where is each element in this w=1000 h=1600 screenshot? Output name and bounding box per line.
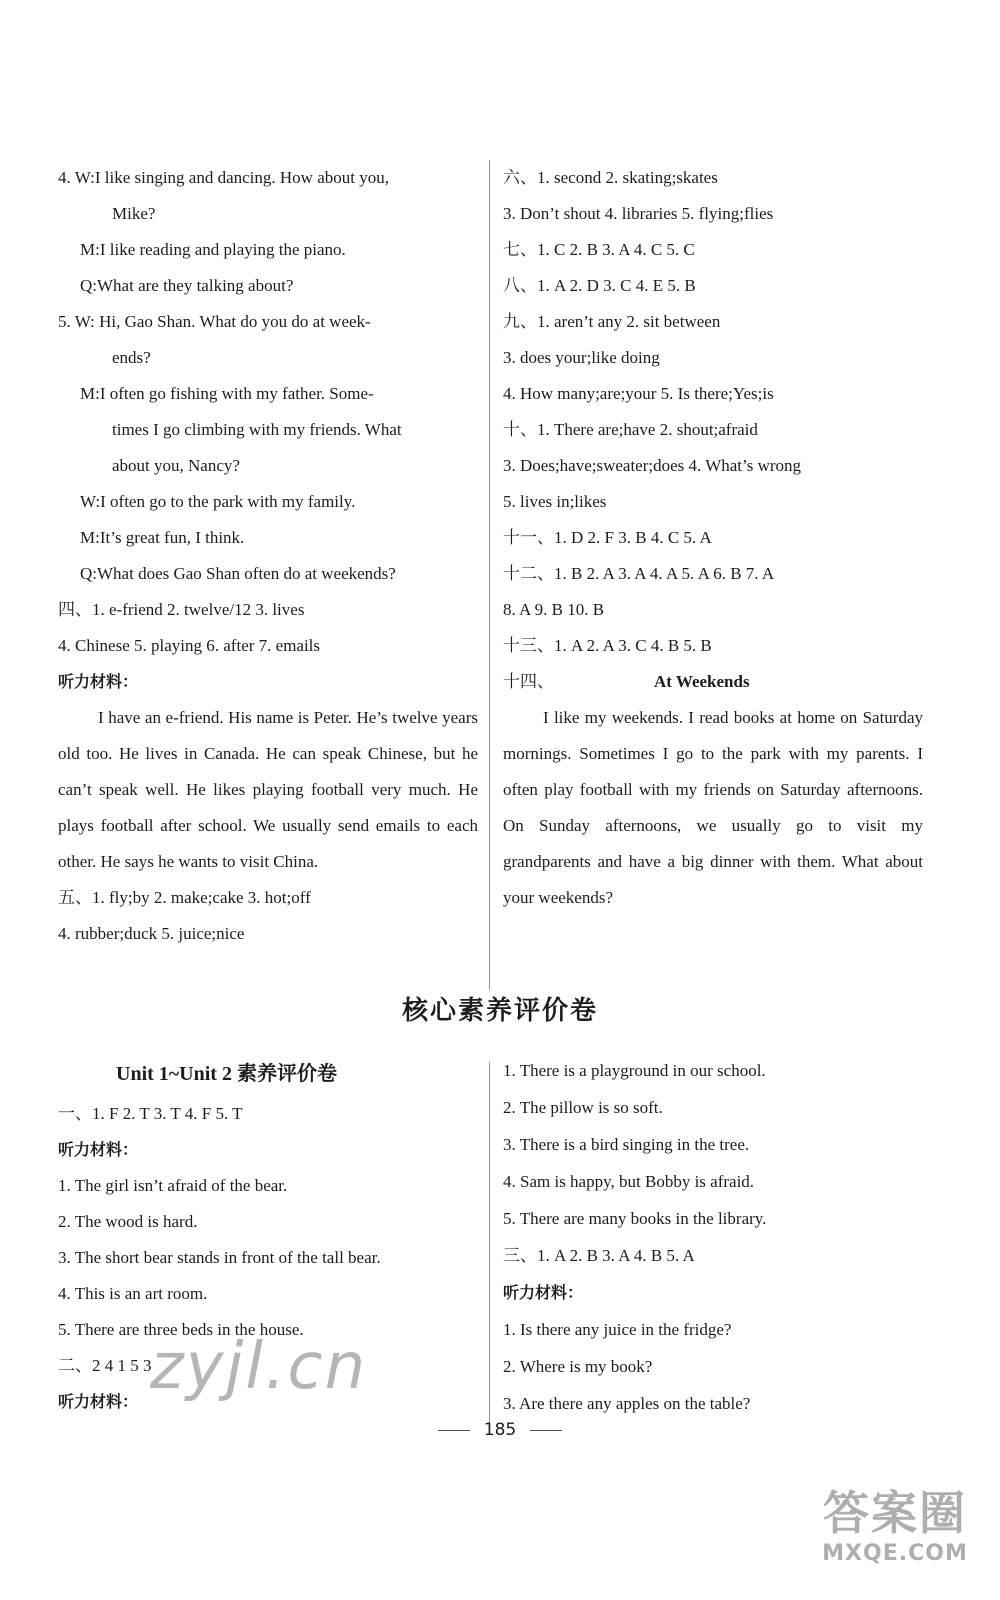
column-divider xyxy=(489,160,490,990)
answer-line: 4. rubber;duck 5. juice;nice xyxy=(58,924,245,943)
text-line: M:I often go fishing with my father. Some- xyxy=(80,384,374,403)
watermark-brand: 答案圈 xyxy=(823,1486,967,1540)
text-line: about you, Nancy? xyxy=(112,456,240,475)
answer-line: 5. lives in;likes xyxy=(503,492,607,511)
text-line: W:I often go to the park with my family. xyxy=(80,492,356,511)
text-line: 2. The pillow is so soft. xyxy=(503,1098,663,1117)
answer-line: 十二、1. B 2. A 3. A 4. A 5. A 6. B 7. A xyxy=(503,564,775,583)
text-line: Mike? xyxy=(112,204,156,223)
answer-line: 三、1. A 2. B 3. A 4. B 5. A xyxy=(503,1246,695,1265)
answer-line: 十、1. There are;have 2. shout;afraid xyxy=(503,420,758,439)
answer-line: 4. How many;are;your 5. Is there;Yes;is xyxy=(503,384,774,403)
essay-title: At Weekends xyxy=(654,672,750,691)
listening-paragraph: I have an e-friend. His name is Peter. He’s twelve years old too. He lives in Canada. He can speak Chinese, but he can’t speak well. He likes playing football very much. He plays football after school. We usually send emails to each other. He says he wants to visit China. xyxy=(58,708,478,871)
text-line: ends? xyxy=(112,348,151,367)
text-line: 5. There are many books in the library. xyxy=(503,1209,767,1228)
footer-dash-left xyxy=(438,1430,470,1431)
text-line: 4. Sam is happy, but Bobby is afraid. xyxy=(503,1172,755,1191)
listening-material-heading: 听力材料： xyxy=(58,672,139,691)
answer-line: 3. Does;have;sweater;does 4. What’s wrong xyxy=(503,456,802,475)
watermark-logo xyxy=(810,1485,980,1595)
page-number: 185 xyxy=(483,1420,517,1440)
column-divider xyxy=(489,1062,490,1432)
answer-line: 3. does your;like doing xyxy=(503,348,660,367)
unit-title: Unit 1~Unit 2 素养评价卷 xyxy=(116,1063,337,1085)
answer-line: 七、1. C 2. B 3. A 4. C 5. C xyxy=(503,240,695,259)
footer-dash-right xyxy=(530,1430,562,1431)
listening-material-heading: 听力材料： xyxy=(58,1392,139,1411)
answer-line: 二、2 4 1 5 3 xyxy=(58,1356,152,1375)
section-title: 核心素养评价卷 xyxy=(401,996,598,1026)
text-line: Q:What does Gao Shan often do at weekends? xyxy=(80,564,396,583)
answer-line: 十三、1. A 2. A 3. C 4. B 5. B xyxy=(503,636,712,655)
listening-material-heading: 听力材料： xyxy=(503,1283,584,1302)
answer-column-right-bottom xyxy=(503,1052,923,1422)
text-line: 3. Are there any apples on the table? xyxy=(503,1394,751,1413)
text-line: 1. Is there any juice in the fridge? xyxy=(503,1320,732,1339)
text-line: M:It’s great fun, I think. xyxy=(80,528,245,547)
text-line: 3. The short bear stands in front of the tall bear. xyxy=(58,1248,381,1267)
listening-material-heading: 听力材料： xyxy=(58,1140,139,1159)
answer-line: 五、1. fly;by 2. make;cake 3. hot;off xyxy=(58,888,311,907)
text-line: Q:What are they talking about? xyxy=(80,276,294,295)
answer-column-right-top xyxy=(503,160,923,916)
text-line: 1. The girl isn’t afraid of the bear. xyxy=(58,1176,288,1195)
answer-line: 十一、1. D 2. F 3. B 4. C 5. A xyxy=(503,528,712,547)
text-line: 2. The wood is hard. xyxy=(58,1212,198,1231)
text-line: 3. There is a bird singing in the tree. xyxy=(503,1135,750,1154)
answer-line: 四、1. e-friend 2. twelve/12 3. lives xyxy=(58,600,305,619)
answer-line: 六、1. second 2. skating;skates xyxy=(503,168,718,187)
text-line: M:I like reading and playing the piano. xyxy=(80,240,346,259)
section-label: 十四、 xyxy=(503,672,554,691)
answer-column-left-top xyxy=(58,160,478,952)
answer-line: 八、1. A 2. D 3. C 4. E 5. B xyxy=(503,276,696,295)
page-footer xyxy=(0,1420,1000,1440)
text-line: 5. W: Hi, Gao Shan. What do you do at week- xyxy=(58,312,371,331)
essay-heading-line xyxy=(503,664,923,700)
text-line: 2. Where is my book? xyxy=(503,1357,653,1376)
watermark-site: zyjl.cn xyxy=(150,1330,368,1404)
text-line: times I go climbing with my friends. What xyxy=(112,420,402,439)
text-line: 4. W:I like singing and dancing. How about you, xyxy=(58,168,389,187)
text-line: 4. This is an art room. xyxy=(58,1284,208,1303)
answer-line: 3. Don’t shout 4. libraries 5. flying;flies xyxy=(503,204,774,223)
watermark-site: MXQE.COM xyxy=(822,1541,968,1566)
essay-paragraph: I like my weekends. I read books at home on Saturday mornings. Sometimes I go to the park with my parents. I often play football with my friends on Saturday afternoons. On Sunday afternoons, we usually go to visit my grandparents and have a big dinner with them. What about your weekends? xyxy=(503,708,923,907)
answer-line: 一、1. F 2. T 3. T 4. F 5. T xyxy=(58,1104,243,1123)
text-line: 1. There is a playground in our school. xyxy=(503,1061,766,1080)
text-line: 5. There are three beds in the house. xyxy=(58,1320,304,1339)
answer-line: 8. A 9. B 10. B xyxy=(503,600,605,619)
answer-line: 九、1. aren’t any 2. sit between xyxy=(503,312,721,331)
answer-line: 4. Chinese 5. playing 6. after 7. emails xyxy=(58,636,321,655)
